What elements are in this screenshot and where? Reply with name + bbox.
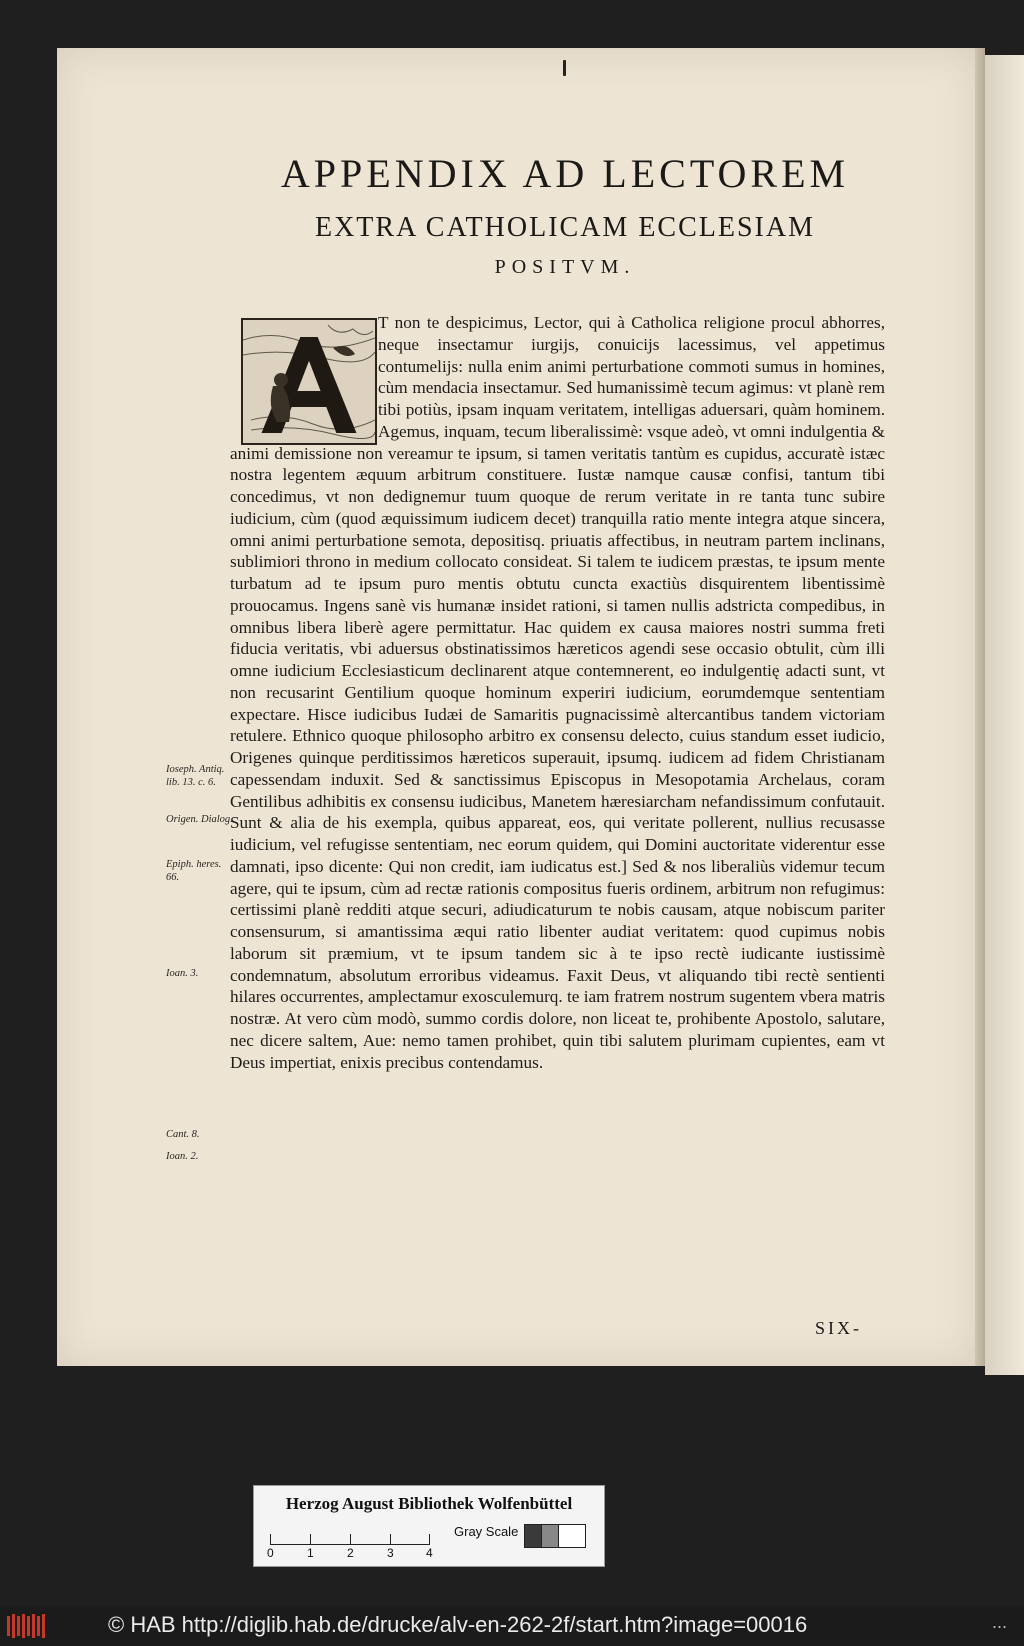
gray-chip-mid — [541, 1524, 559, 1548]
margin-note: Cant. 8. — [166, 1129, 200, 1140]
ruler-institution: Herzog August Bibliothek Wolfenbüttel — [285, 1494, 573, 1513]
footer-copyright-link[interactable]: © HAB http://diglib.hab.de/drucke/alv-en-262-2f/start.htm?image=00016 — [108, 1612, 808, 1637]
gray-scale-label: Gray Scale — [454, 1524, 519, 1539]
ruler-ticks — [270, 1524, 430, 1545]
initial-spacer — [230, 312, 378, 442]
margin-note: Origen. Dialog. — [166, 814, 233, 825]
margin-note: Ioseph. Antiq. lib. 13. c. 6. — [166, 764, 225, 788]
body-paragraph: T non te despicimus, Lector, qui à Catholica religione procul abhorres, neque insectamur iurgijs, conuicijs lacessimus, vel appetimus contumelijs: nulla enim animi perturbatione commoti sumus in homines, cùm mendacia insectamur. Sed humanissimè tecum agimus: vt planè rem tibi potiùs, ipsam inquam veritatem, intelligas aduersari, quàm hominem. Agemus, inquam, tecum liberalissimè: vsque adeò, vt omni indulgentia & animi demissione non vereamur te ipsum, si tamen veritatis tantùm es cupidus, accuratè istæc nostra legentem æquum arbitrum constituere. Iustæ namque causæ confisi, tantum tibi concedimus, vt non dedignemur tuum quoque de rerum veritate in re tanta tunc subire iudicium, cùm (quod æquissimum iudicem decet) tranquilla ratio mente integra atque sincera, omni animi perturbatione semota, depositisq. priuatis affectibus, in neutram partem inclinans, sublimiori throno in medium collocato consideat. Si talem te iudicem præstas, te ipsum mente turbatum ad te ipsum puro mentis obtutu cuncta exactiùs disquirentem libentissimè prouocamus. Ingens sanè vis humanæ insidet rationi, si tamen nullis adstricta compedibus, in omnibus libera liberè agere permittatur. Hac quidem ex causa maiores nostri summa freti fiducia veritatis, vbi aduersus obstinatissimos hæreticos agendi sese occasio obtulit, cùm illi omne iudicium Ecclesiasticum declinarent atque contemnerent, eo indulgentię adacti sunt, vt non recusarint Gentilium quoque hominum experiri iudicium, eorumdemque sententiam expectare. Hisce iudicibus Iudæi de Samaritis pugnacissimè altercantibus tandem victoriam retulere. Ethnico quoque philosopho arbitro ex consensu delecto, cuius standum esset iudicio, Origenes quinque perditissimos hæreticos superauit, ipsumq. iudicem ad fidem Christianam capessendam induxit. Sed & sanctissimus Episcopus in Mesopotamia Archelaus, coram Gentilibus adhibitis ex consensu iudicibus, Manetem hæresiarcham nefandissimum confutauit. Sunt & alia de his exempla, quibus appareat, eos, qui veritate pollerent, nullius recusasse iudicium, vel refugisse sententiam, nec eorum quidem, qui Domini auctoritate viderentur esse damnati, ipso dicente: Qui non credit, iam iudicatus est.] Sed & nos liberaliùs videmur tecum agere, qui te ipsum, cùm ad rectæ rationis compositus fueris ordinem, arbitrum non refugimus: certissimi planè redditi atque securi, adiudicaturum te nobis causam, atque nobiscum pariter consensurum, si amantissima æqui ratio libenter audiat veritatem: quod cupimus nobis laborum sit præmium, vt te ipsum tandem sic à te ipso rectè iudicante iustissimè condemnatum, absolutum erroribus videamus. Faxit Deus, vt aliquando tibi rectè sentienti hilares occurrentes, amplectamur exosculemurq. te iam fratrem nostrum sugentem vbera matris nostræ. At vero cùm modò, summo cordis dolore, non liceat te, prohibente Apostolo, salutare, nec dicere saltem, Aue: nemo tamen prohibet, quin tibi salutem plurimam cupientes, eam vt Deus impertiat, enixis precibus contendamus. — [230, 313, 885, 1072]
gray-chip-light — [558, 1524, 586, 1548]
printer-mark — [563, 60, 566, 76]
footer-bar — [0, 1606, 1024, 1646]
ruler-number: 4 — [426, 1546, 433, 1560]
body-text — [230, 312, 885, 1073]
page-gutter — [975, 48, 985, 1366]
margin-note: Epiph. heres. 66. — [166, 859, 222, 883]
margin-note: Ioan. 2. — [166, 1151, 199, 1162]
hab-logo-icon — [5, 1612, 49, 1640]
page-subtitle: EXTRA CATHOLICAM ECCLESIAM — [314, 212, 815, 243]
ruler-number: 2 — [347, 1546, 354, 1560]
ruler-number: 3 — [387, 1546, 394, 1560]
margin-note: Ioan. 3. — [166, 968, 199, 979]
page-title: APPENDIX AD LECTOREM — [280, 151, 850, 196]
more-options-button[interactable]: ... — [992, 1612, 1008, 1632]
color-reference-ruler — [253, 1485, 605, 1567]
gray-chip-dark — [524, 1524, 542, 1548]
facing-page-edge — [985, 55, 1024, 1375]
page-subtitle-2: POSITVM. — [494, 256, 636, 278]
catchword: SIX- — [815, 1318, 862, 1338]
ruler-number: 1 — [307, 1546, 314, 1560]
ruler-number: 0 — [267, 1546, 274, 1560]
